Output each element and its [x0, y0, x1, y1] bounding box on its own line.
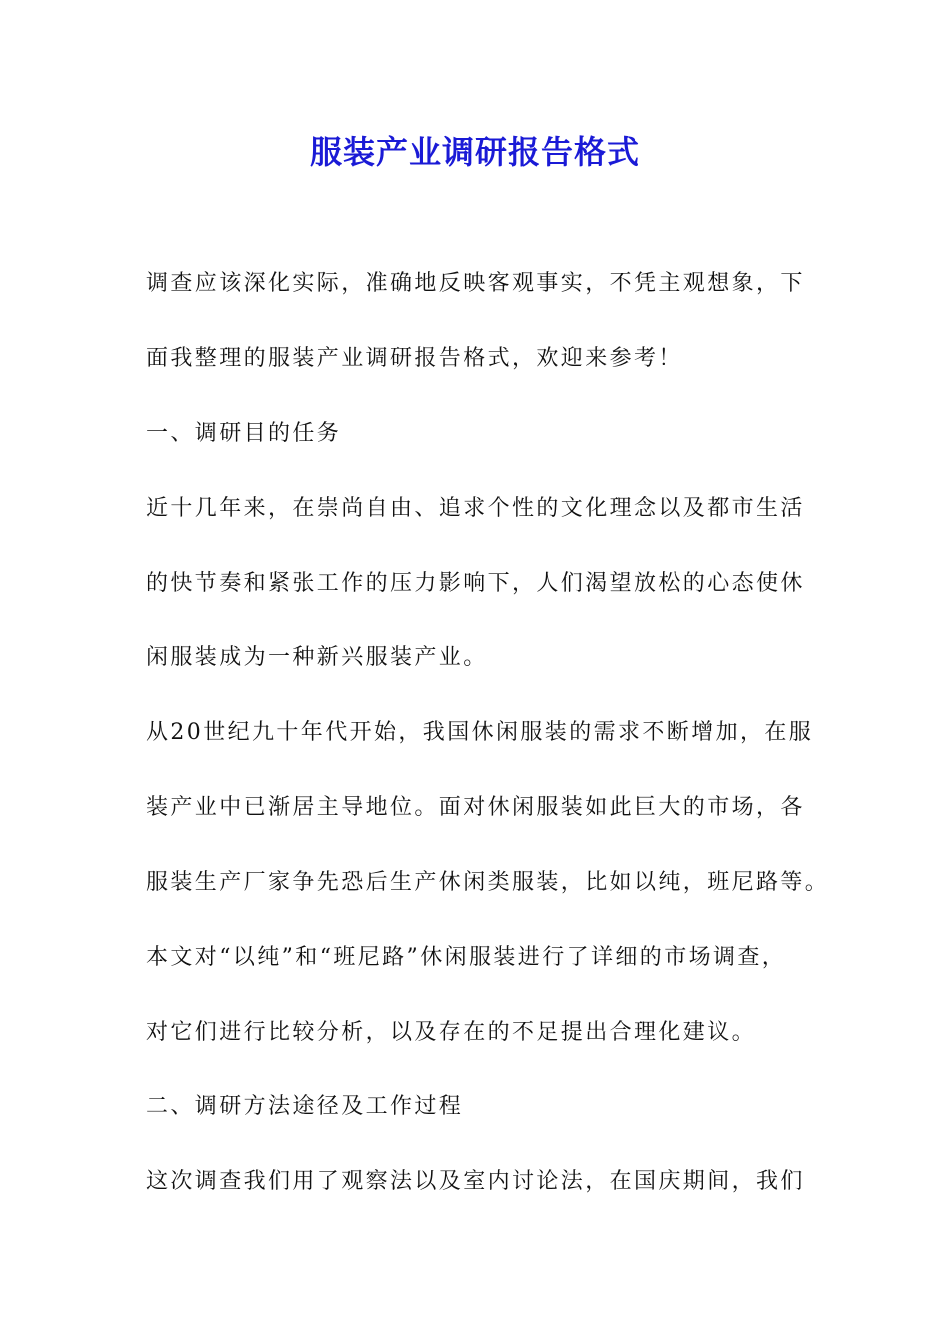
paragraph-line: 近十几年来，在崇尚自由、追求个性的文化理念以及都市生活 [146, 496, 805, 521]
section-heading-1: 一、调研目的任务 [146, 421, 342, 446]
intro-line-1: 调查应该深化实际，准确地反映客观事实，不凭主观想象，下 [146, 271, 805, 296]
paragraph-line: 的快节奏和紧张工作的压力影响下，人们渴望放松的心态使休 [146, 571, 805, 596]
document-title: 服装产业调研报告格式 [309, 133, 640, 171]
intro-line-2: 面我整理的服装产业调研报告格式，欢迎来参考！ [146, 346, 683, 371]
paragraph-line: 服装生产厂家争先恐后生产休闲类服装，比如以纯，班尼路等。 [146, 870, 830, 895]
paragraph-line: 闲服装成为一种新兴服装产业。 [146, 645, 488, 670]
paragraph-line: 从20世纪九十年代开始，我国休闲服装的需求不断增加，在服 [146, 720, 814, 745]
section-heading-2: 二、调研方法途径及工作过程 [146, 1094, 464, 1119]
paragraph-line: 装产业中已渐居主导地位。面对休闲服装如此巨大的市场，各 [146, 795, 805, 820]
paragraph-line: 对它们进行比较分析，以及存在的不足提出合理化建议。 [146, 1020, 757, 1045]
paragraph-line: 这次调查我们用了观察法以及室内讨论法，在国庆期间，我们 [146, 1169, 805, 1194]
paragraph-line: 本文对“以纯”和“班尼路”休闲服装进行了详细的市场调查， [146, 945, 787, 970]
